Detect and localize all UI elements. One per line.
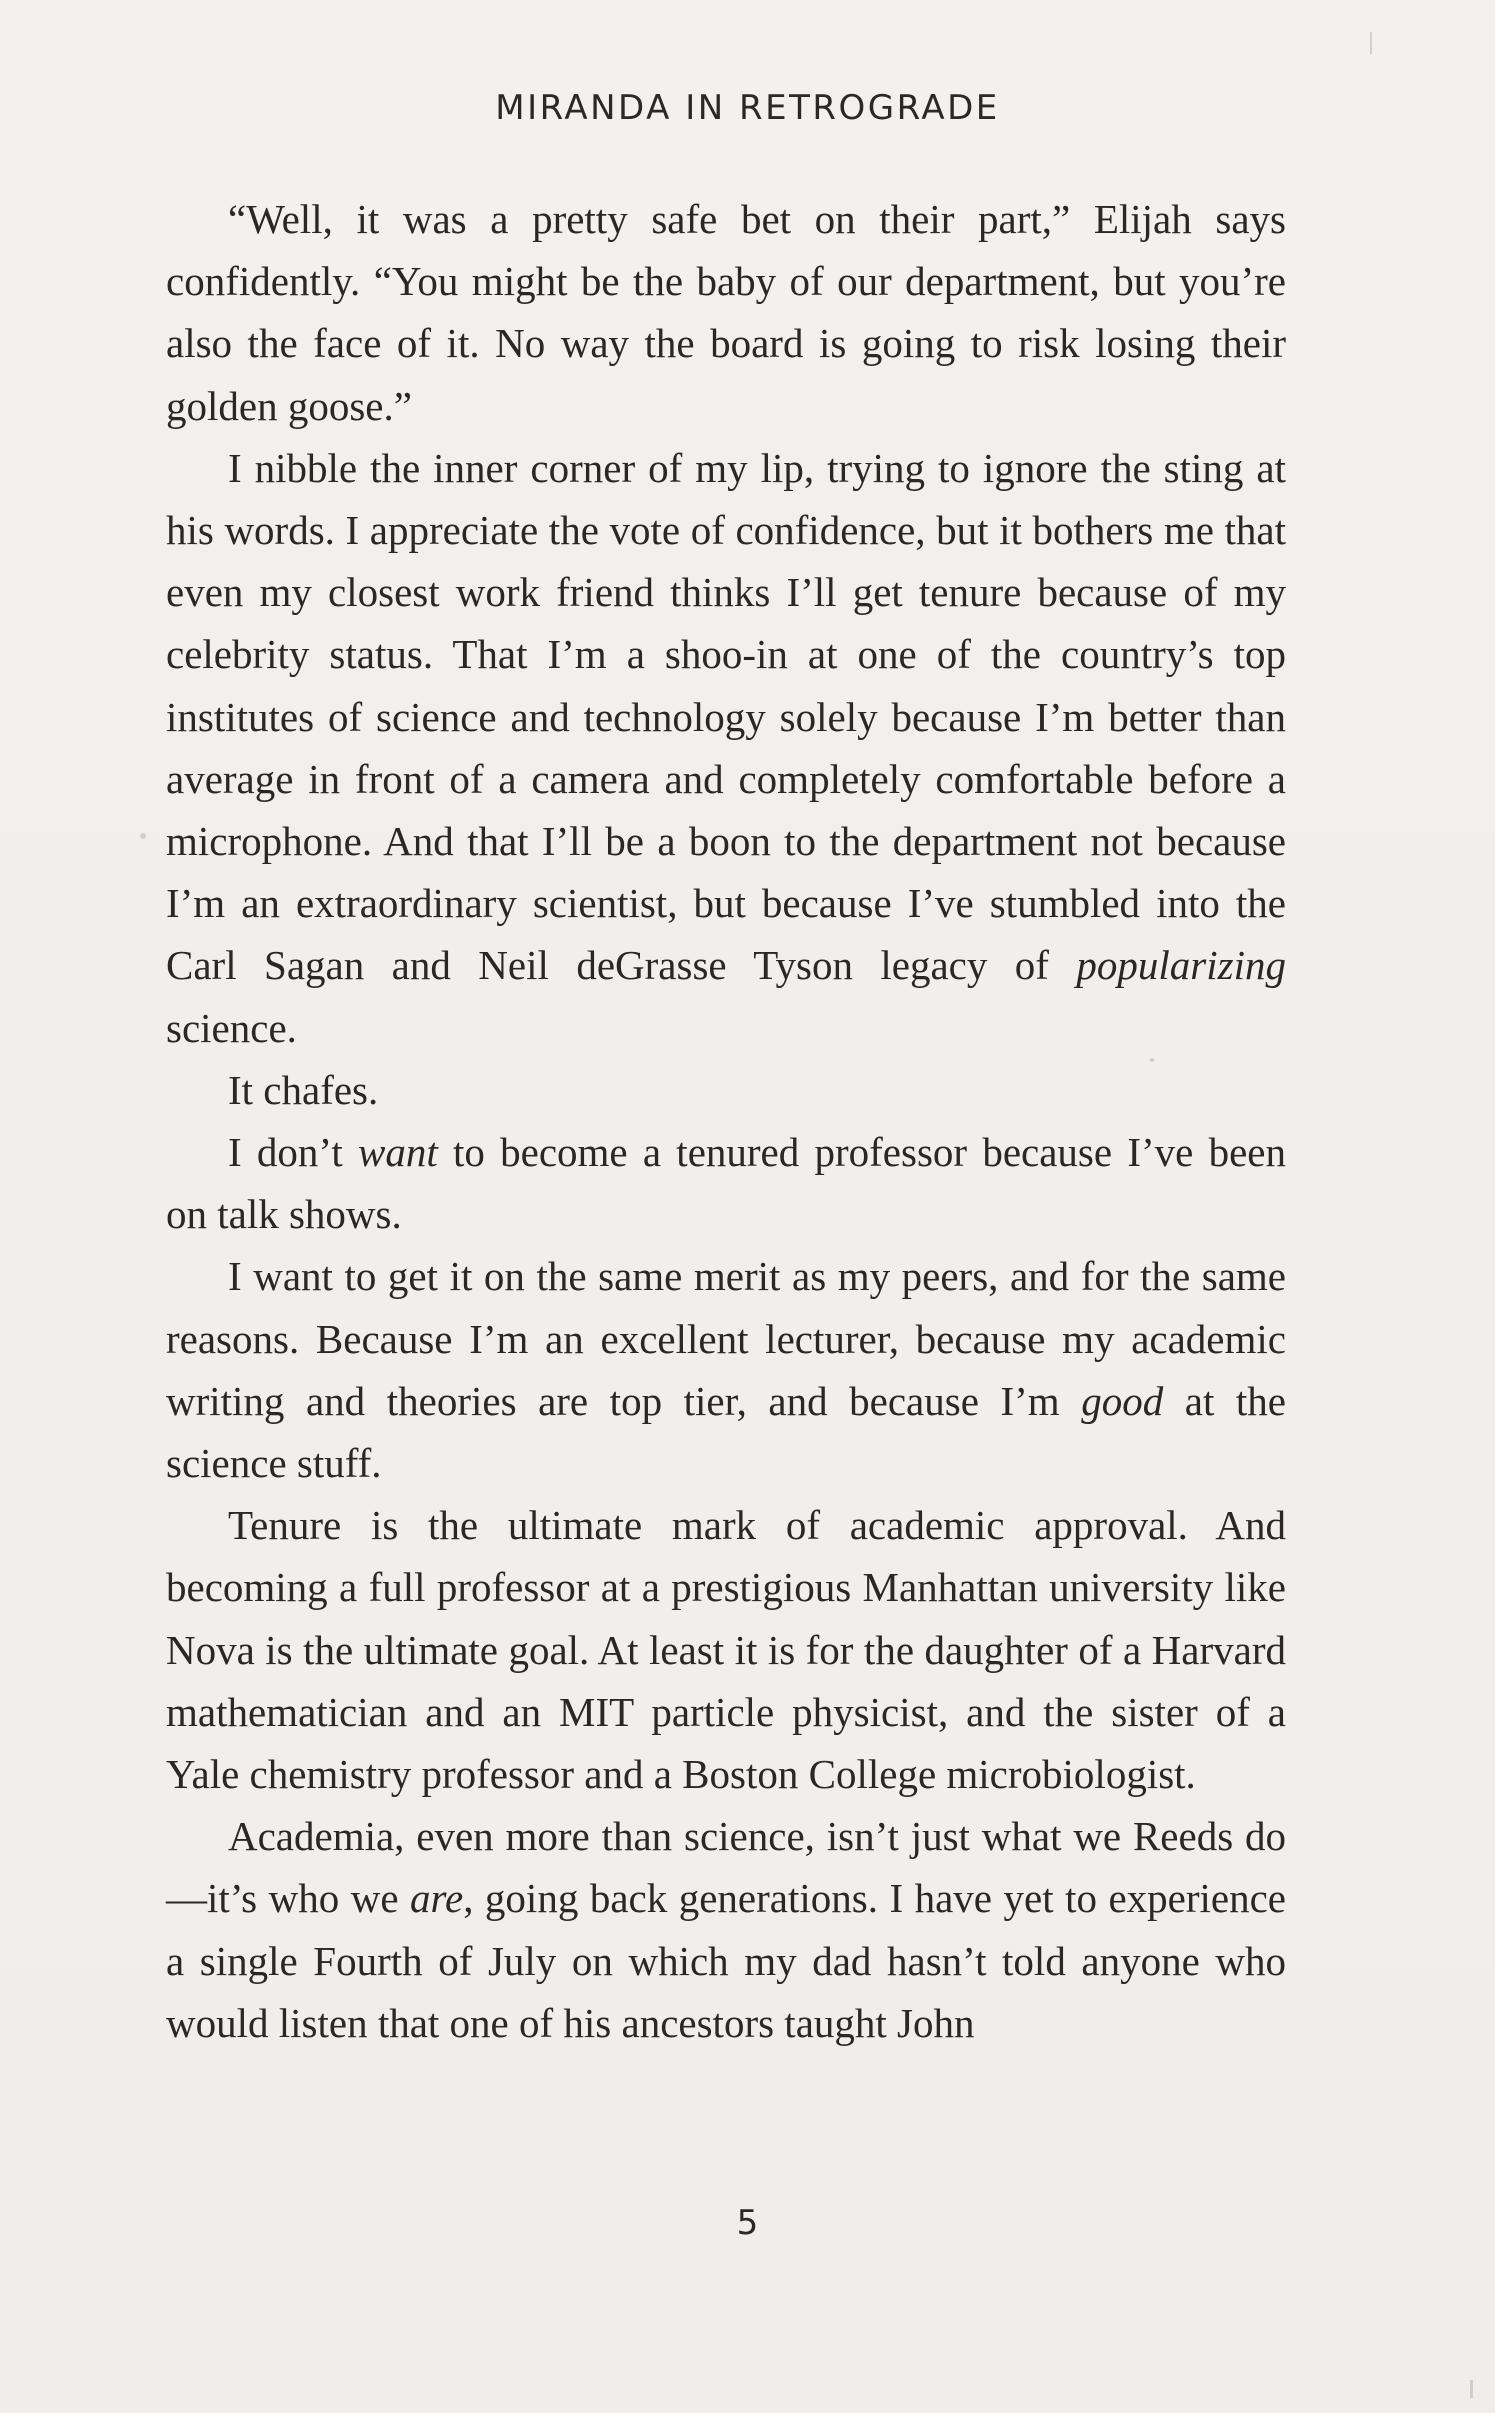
paragraph-2-text: I nibble the inner corner of my lip, trying to ignore the sting at his words. I appreciate the vote of confidence, but it bothers me that even my closest work friend thinks I’ll get tenure because of my celebrity status. That I’m a shoo-in at one of the country’s top institutes of science and technology solely because I’m better than average in front of a camera and completely comfortable before a microphone. And that I’ll be a boon to the department not because I’m an extraordinary scientist, but because I’ve stumbled into the Carl Sagan and Neil deGrasse Tyson legacy of bbox=[166, 444, 1286, 989]
paragraph-1-text: “Well, it was a pretty safe bet on their part,” Elijah says confidently. “You might be the baby of our department, but you’re also the face of it. No way the board is going to risk losing their golden goose.” bbox=[166, 196, 1286, 429]
paragraph-1 bbox=[166, 188, 1286, 437]
paragraph-3-text: It chafes. bbox=[228, 1066, 379, 1113]
paragraph-7-emphasis: are bbox=[410, 1875, 464, 1922]
paragraph-7-after: , going back generations. I have yet to experience a single Fourth of July on which my dad hasn’t told anyone who would listen that one of his ancestors taught John bbox=[166, 1875, 1286, 2046]
paragraph-6 bbox=[166, 1494, 1286, 1805]
body-text bbox=[166, 188, 1286, 2054]
paragraph-6-text: Tenure is the ultimate mark of academic approval. And becoming a full professor at a prestigious Manhattan university like Nova is the ultimate goal. At least it is for the daughter of a Harvard mathematician and an MIT particle physicist, and the sister of a Yale chemistry professor and a Boston College microbiologist. bbox=[166, 1502, 1286, 1798]
paragraph-5-text: I want to get it on the same merit as my peers, and for the same reasons. Because I’m an excellent lecturer, because my academic writing and theories are top tier, and because I’m bbox=[166, 1253, 1286, 1424]
paper-speck bbox=[1470, 2380, 1473, 2398]
paragraph-4-before: I don’t bbox=[228, 1129, 358, 1176]
paper-speck bbox=[1370, 32, 1372, 54]
paragraph-4-after: to become a tenured professor because I’ve been on talk shows. bbox=[166, 1129, 1286, 1238]
paragraph-5-after: at the science stuff. bbox=[166, 1377, 1286, 1487]
paper-speck bbox=[1150, 1058, 1154, 1062]
paragraph-7-text: Academia, even more than science, isn’t just what we Reeds do—it’s who we bbox=[166, 1813, 1286, 1922]
paragraph-5-emphasis: good bbox=[1081, 1377, 1164, 1424]
paragraph-4 bbox=[166, 1121, 1286, 1245]
paragraph-2-after: science. bbox=[166, 1004, 297, 1051]
running-head-title: MIRANDA IN RETROGRADE bbox=[495, 88, 1000, 128]
paragraph-5 bbox=[166, 1245, 1286, 1494]
page-number: 5 bbox=[736, 2203, 759, 2243]
paragraph-4-emphasis: want bbox=[357, 1129, 438, 1176]
paragraph-2-emphasis: popularizing bbox=[1076, 942, 1286, 989]
paragraph-7 bbox=[166, 1805, 1286, 2054]
paragraph-3 bbox=[166, 1059, 1286, 1121]
paper-speck bbox=[140, 833, 146, 839]
paragraph-2 bbox=[166, 437, 1286, 1059]
